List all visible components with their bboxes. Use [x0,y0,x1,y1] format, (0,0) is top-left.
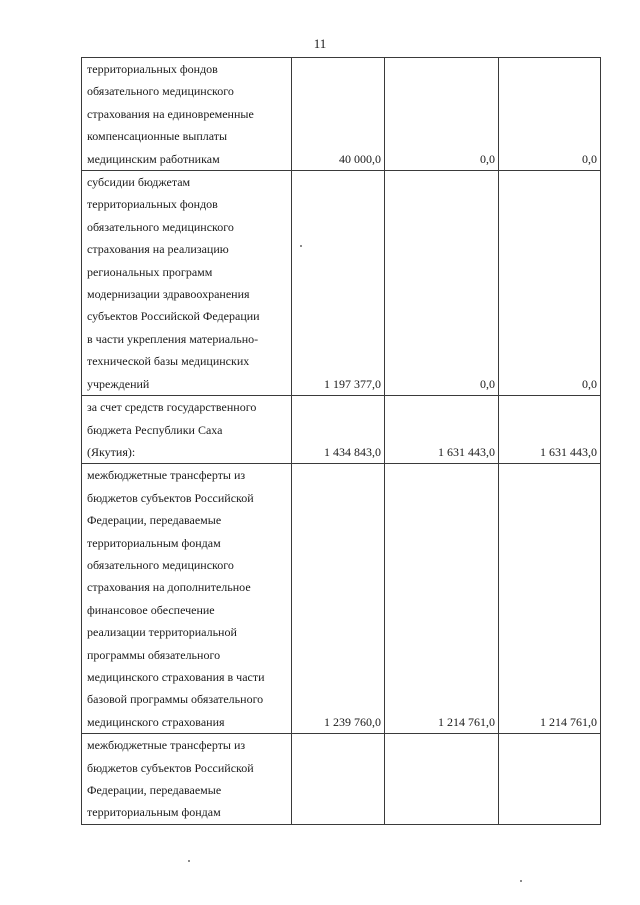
value-cell: 0,0 [385,58,499,171]
value-cell: 40 000,0 [292,58,385,171]
value-cell: 1 631 443,0 [385,396,499,464]
table-row [82,734,601,825]
table-row [82,396,601,464]
value-cell: 0,0 [499,171,601,396]
table-row [82,58,601,171]
value-cell: 1 214 761,0 [499,464,601,734]
value-cell: 1 631 443,0 [499,396,601,464]
value-cell: 1 214 761,0 [385,464,499,734]
row-description: территориальных фондов обязательного медицинского страхования на единовременные компенсационные выплаты медицинским работникам [82,58,292,171]
scan-speck [520,880,522,882]
value-cell: 1 197 377,0 [292,171,385,396]
value-cell: 0,0 [499,58,601,171]
row-description: межбюджетные трансферты из бюджетов субъектов Российской Федерации, передаваемые территориальным фондам обязательного медицинского страхования на дополнительное финансовое обеспечение реализации территориальной программы обязательного медицинского страхования в части базовой программы обязательного медицинского страхования [82,464,292,734]
value-cell: 1 239 760,0 [292,464,385,734]
value-cell [292,734,385,825]
value-cell [499,734,601,825]
row-description: субсидии бюджетам территориальных фондов обязательного медицинского страхования на реализацию региональных программ модернизации здравоохранения субъектов Российской Федерации в части укрепления материально- технической базы медицинских учреждений [82,171,292,396]
value-cell: 1 434 843,0 [292,396,385,464]
scan-speck [188,860,190,862]
scan-speck [300,245,302,247]
budget-table [81,57,601,825]
row-description: за счет средств государственного бюджета Республики Саха (Якутия): [82,396,292,464]
table-row [82,464,601,734]
row-description: межбюджетные трансферты из бюджетов субъектов Российской Федерации, передаваемые территориальным фондам [82,734,292,825]
table-row [82,171,601,396]
value-cell: 0,0 [385,171,499,396]
value-cell [385,734,499,825]
page-number: 11 [313,36,327,51]
